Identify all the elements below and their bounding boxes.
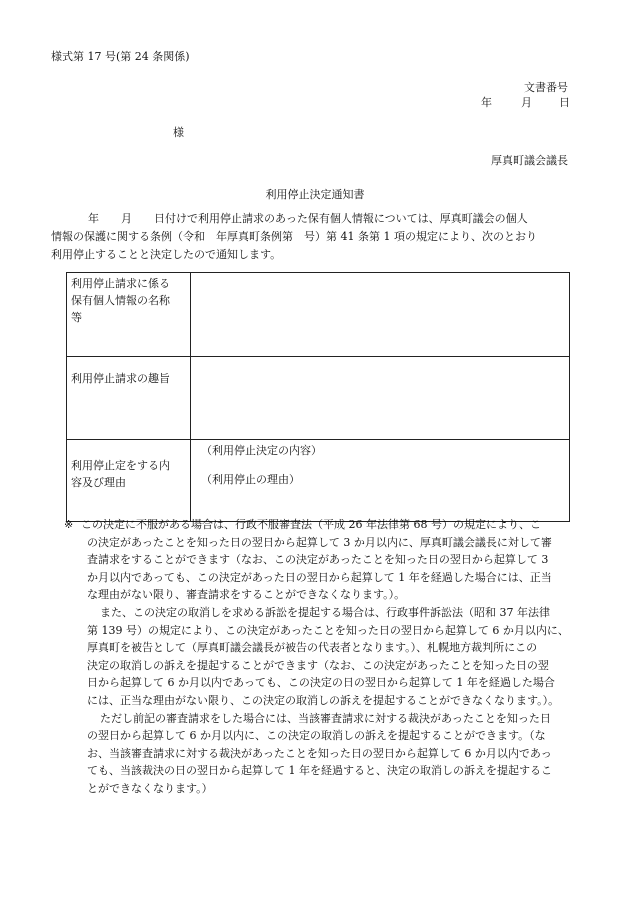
intro-line: 情報の保護に関する条例（令和 年厚真町条例第 号）第 41 条第 1 項の規定により、次のとおり [51, 230, 537, 243]
document-number-label: 文書番号 [524, 81, 568, 94]
note-line: 第 139 号）の規定により、この決定があったことを知った日の翌日から起算して 6 か月以内に、 [87, 623, 569, 637]
note-line: ただし前記の審査請求をした場合には、当該審査請求に対する裁決があったことを知った日 [100, 711, 551, 725]
row3-label-line: 容及び理由 [71, 476, 126, 489]
table-row [67, 440, 570, 522]
note-line: お、当該審査請求に対する裁決があったことを知った日の翌日から起算して 6 か月以内であっ [87, 746, 552, 760]
date-month: 月 [521, 96, 532, 109]
row3-label [67, 440, 191, 522]
document-title: 利用停止決定通知書 [265, 188, 365, 201]
row1-content[interactable] [191, 273, 570, 357]
row3-content-heading-1: （利用停止決定の内容） [201, 444, 322, 457]
note-line: また、この決定の取消しを求める訴訟を提起する場合は、行政事件訴訟法（昭和 37 年法律 [100, 605, 550, 619]
note-line: 決定の取消しの訴えを提起することができます（なお、この決定があったことを知った日の翌 [87, 658, 549, 672]
intro-paragraph [51, 210, 571, 264]
note-line: の決定があったことを知った日の翌日から起算して 3 か月以内に、厚真町議会議長に対して審 [87, 535, 552, 549]
form-number: 様式第 17 号(第 24 条関係) [51, 50, 190, 63]
date-day: 日 [559, 96, 570, 109]
note-line: 日から起算して 6 か月以内であっても、この決定の日の翌日から起算して 1 年を経過した場合 [87, 676, 555, 690]
date-year: 年 [481, 96, 492, 109]
row1-label-line: 保有個人情報の名称 [71, 294, 170, 307]
note-text: この決定に不服がある場合は、行政不服審査法（平成 26 年法律第 68 号）の規定により、こ [81, 518, 541, 531]
table-row [67, 273, 570, 357]
table-row [67, 357, 570, 440]
note-line [64, 516, 590, 534]
row3-label-line: 利用停止定をする内 [71, 459, 170, 472]
info-table [66, 272, 570, 522]
row3-content-heading-2: （利用停止の理由） [201, 473, 300, 486]
intro-line: 利用停止することと決定したので通知します。 [51, 248, 282, 261]
note-line: とができなくなります。） [87, 781, 213, 795]
sender-name: 厚真町議会議長 [491, 154, 568, 167]
note-line: か月以内であっても、この決定があった日の翌日から起算して 1 年を経過した場合には、正当 [87, 570, 552, 584]
row3-content[interactable] [191, 440, 570, 522]
addressee-suffix: 様 [173, 126, 184, 139]
note-line: の翌日から起算して 6 か月以内に、この決定の取消しの訴えを提起することができます。（な [87, 729, 546, 743]
row2-content[interactable] [191, 357, 570, 440]
note-line: な理由がない限り、審査請求をすることができなくなります。）。 [87, 588, 406, 602]
note-line: 厚真町を被告として（厚真町議会議長が被告の代表者となります。）、札幌地方裁判所にこの [87, 641, 538, 655]
row1-label-line: 利用停止請求に係る [71, 277, 170, 290]
intro-line: 年 月 日付けで利用停止請求のあった保有個人情報については、厚真町議会の個人 [88, 212, 528, 225]
note-line: には、正当な理由がない限り、この決定の取消しの訴えを提起することができなくなります。）。 [87, 693, 560, 707]
row1-label [67, 273, 191, 357]
note-line: ても、当該裁決の日の翌日から起算して 1 年を経過すると、決定の取消しの訴えを提起するこ [87, 764, 552, 778]
row2-label: 利用停止請求の趣旨 [67, 357, 191, 440]
note-mark: ※ [64, 518, 74, 531]
row1-label-line: 等 [71, 311, 82, 324]
note-line: 査請求をすることができます（なお、この決定があったことを知った日の翌日から起算して 3 [87, 553, 549, 567]
notes-section [64, 516, 590, 798]
